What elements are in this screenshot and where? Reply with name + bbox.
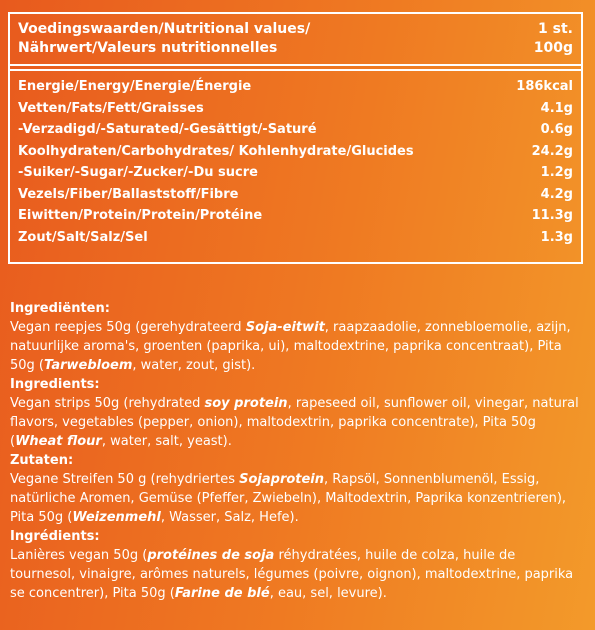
allergen-text: Wheat flour: [15, 434, 102, 449]
nutrient-value: 4.2g: [540, 186, 573, 202]
nutrient-value: 24.2g: [531, 143, 573, 159]
nutrition-rows: [10, 66, 581, 248]
nutrition-row: [18, 76, 573, 98]
ingredient-text: Lanières vegan 50g (: [10, 548, 148, 563]
ingredients-text: [10, 318, 582, 375]
ingredient-text: , rapeseed oil, sunflower oil, vinegar, natural flavors, vegetables (pepper, onion), maltodextrin, paprika concentrate), Pita 50g (: [10, 396, 579, 449]
nutrient-label: -Verzadigd/-Saturated/-Gesättigt/-Saturé: [18, 122, 317, 137]
nutrient-label: Energie/Energy/Energie/Énergie: [18, 79, 252, 94]
nutrient-value: 4.1g: [540, 100, 573, 116]
ingredient-text: , Rapsöl, Sonnenblumenöl, Essig, natürliche Aromen, Gemüse (Pfeffer, Zwiebeln), Maltodextrin, Paprika konzentrieren), Pita 50g (: [10, 472, 567, 525]
ingredients-text: [10, 394, 582, 451]
ingredient-text: , water, salt, yeast).: [101, 434, 232, 449]
nutrient-value: 186kcal: [516, 79, 573, 94]
nutrition-row: [18, 119, 573, 141]
nutrient-value: 11.3g: [531, 208, 573, 223]
ingredients-heading: Ingrediënten:: [10, 301, 110, 316]
nutrient-label: Vetten/Fats/Fett/Graisses: [18, 100, 204, 116]
ingredient-text: , eau, sel, levure).: [269, 586, 387, 601]
nutrient-label: Koolhydraten/Carbohydrates/ Kohlenhydrate/Glucides: [18, 143, 414, 159]
nutrition-row: [18, 205, 573, 227]
nutrient-label: Vezels/Fiber/Ballaststoff/Fibre: [18, 186, 239, 202]
allergen-text: Soja-eitwit: [245, 320, 325, 335]
nutrition-row: [18, 98, 573, 120]
ingredients-section: [10, 299, 582, 603]
ingredients-heading: Ingredients:: [10, 377, 100, 392]
ingredients-heading: Zutaten:: [10, 453, 74, 468]
nutrition-row: [18, 162, 573, 184]
nutrient-value: 0.6g: [540, 122, 573, 137]
ingredient-text: , water, zout, gist).: [132, 358, 256, 373]
portion-amount: [534, 20, 573, 64]
allergen-text: Weizenmehl: [72, 510, 161, 525]
allergen-text: protéines de soja: [147, 548, 275, 563]
header-divider: [10, 69, 581, 71]
nutrient-value: 1.2g: [540, 165, 573, 180]
portion-amount-line2: 100g: [533, 40, 573, 56]
nutrition-row: [18, 184, 573, 206]
allergen-text: Sojaprotein: [239, 472, 325, 487]
ingredient-text: , raapzaadolie, zonnebloemolie, azijn, natuurlijke aroma's, groenten (paprika, ui), maltodextrine, paprika concentraat), Pita 50g (: [10, 320, 571, 373]
ingredients-heading: Ingrédients:: [10, 529, 100, 544]
ingredients-text: [10, 470, 582, 527]
nutrition-row: [18, 227, 573, 249]
nutrition-table: [8, 12, 583, 264]
ingredients-text: [10, 546, 582, 603]
ingredient-text: réhydratées, huile de colza, huile de tournesol, vinaigre, arômes naturels, légumes (poivre, oignon), maltodextrine, paprika se concentrer), Pita 50g (: [10, 548, 574, 601]
nutrition-title-line2: Nährwert/Valeurs nutritionnelles: [18, 40, 278, 56]
nutrition-row: [18, 141, 573, 163]
nutrient-value: 1.3g: [540, 229, 573, 245]
ingredient-text: Vegan reepjes 50g (gerehydrateerd: [10, 320, 246, 335]
nutrition-title-line1: Voedingswaarden/Nutritional values/: [18, 21, 311, 37]
nutrient-label: Eiwitten/Protein/Protein/Protéine: [18, 208, 263, 223]
nutrition-title: [18, 20, 310, 64]
allergen-text: Farine de blé: [174, 586, 270, 601]
ingredient-text: Vegan strips 50g (rehydrated: [10, 396, 205, 411]
nutrient-label: -Suiker/-Sugar/-Zucker/-Du sucre: [18, 165, 258, 180]
portion-amount-line1: 1 st.: [538, 21, 573, 37]
allergen-text: soy protein: [204, 396, 288, 411]
nutrient-label: Zout/Salt/Salz/Sel: [18, 229, 148, 245]
allergen-text: Tarwebloem: [44, 358, 133, 373]
nutrition-table-header: [10, 14, 581, 66]
ingredient-text: , Wasser, Salz, Hefe).: [160, 510, 299, 525]
ingredient-text: Vegane Streifen 50 g (rehydriertes: [10, 472, 240, 487]
